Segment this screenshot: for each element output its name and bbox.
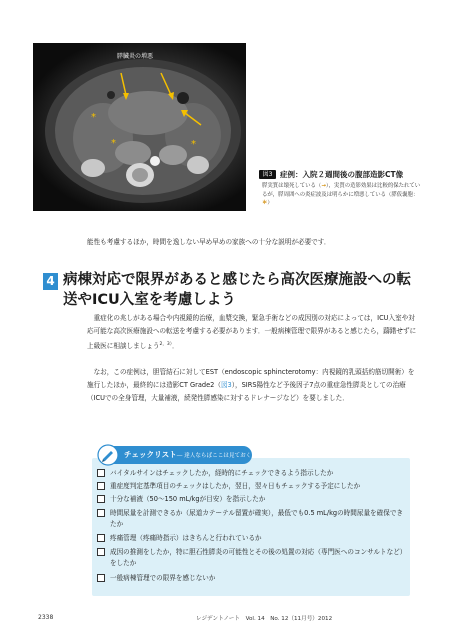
figure-description: 膵実質は壊死している（→），実質の造影効果は比較的保たれているが，膵周囲への炎症波及は明らかに増悪している（膵仮嚢胞：＊）	[262, 183, 421, 206]
figure-title: 症例：入院２週間後の腹部造影CT像	[280, 170, 404, 179]
checkbox[interactable]	[97, 482, 105, 490]
checkbox[interactable]	[97, 495, 105, 503]
checklist-item[interactable]: 一般病棟管理での限界を感じないか	[97, 573, 407, 584]
svg-text:*: *	[191, 139, 196, 150]
checkbox[interactable]	[97, 548, 105, 556]
checklist-item[interactable]: 時間尿量を計測できるか（尿道カテーテル留置が確実），最低でも0.5 mL/kgの時間尿量を確保できたか	[97, 508, 407, 530]
checklist-item[interactable]: 成因の推測をしたか，特に胆石性膵炎の可能性とその後の処置の対応（専門医へのコンサルトなど）をしたか	[97, 547, 407, 569]
figure-reference-link[interactable]: 図3	[220, 381, 232, 390]
checklist-item[interactable]: 重症度判定基準項目のチェックはしたか，翌日，翌々日もチェックする予定にしたか	[97, 481, 407, 492]
asterisk-marker: ＊	[262, 200, 268, 206]
checklist-banner: チェックリスト― 達人ならばここは見ておく	[102, 446, 252, 464]
page-number: 2338	[38, 614, 54, 621]
checklist-item[interactable]: バイタルサインはチェックしたか，経時的にチェックできるよう指示したか	[97, 468, 407, 479]
checkbox[interactable]	[97, 534, 105, 542]
arrow-icon: →	[321, 183, 326, 189]
figure-tag: 図3	[259, 170, 276, 179]
checkbox[interactable]	[97, 574, 105, 582]
paragraph-escalation: 重症化の兆しがある場合や内視鏡的治療，血漿交換，緊急手術などの成因別の対応によっては，ICU入室や対応可能な高次医療施設への転送を考慮する必要があります．一般病棟管理で限界があると感じたら，躊躇せずに上級医に相談しましょう$^{2,3)}$．	[87, 314, 417, 351]
checkbox[interactable]	[97, 469, 105, 477]
svg-text:*: *	[91, 112, 96, 123]
ct-image-label: 膵臓炎の増悪	[117, 53, 154, 60]
checkbox[interactable]	[97, 509, 105, 517]
paragraph-case-note: なお，この症例は，胆管結石に対してEST（endoscopic sphincterotomy：内視鏡的乳頭括約筋切開術）を施行したほか，最終的には造影CT Grade2（図3），SIRS陽性など予後因子7点の重症急性膵炎としての治療（ICUでの全身管理，大量補液，続発性膵感染に対するドレナージなど）を要しました．	[87, 368, 415, 403]
paragraph-intro: 能性も考慮するほか，時間を逸しない早め早めの家族への十分な説明が必要です．	[87, 238, 331, 246]
pencil-icon	[97, 444, 119, 466]
section-number: 4	[43, 273, 58, 290]
section-title: 病棟対応で限界があると感じたら高次医療施設への転送やICU入室を考慮しよう	[63, 272, 411, 308]
svg-text:*: *	[111, 138, 116, 149]
checklist-item[interactable]: 十分な補液（50～150 mL/kgが目安）を指示したか	[97, 494, 407, 505]
ct-image	[33, 43, 246, 211]
journal-citation: レジデントノート Vol. 14 No. 12（11月号）2012	[196, 616, 333, 622]
checklist-item[interactable]: 疼痛管理（疼痛時指示）はきちんと行われているか	[97, 533, 407, 544]
